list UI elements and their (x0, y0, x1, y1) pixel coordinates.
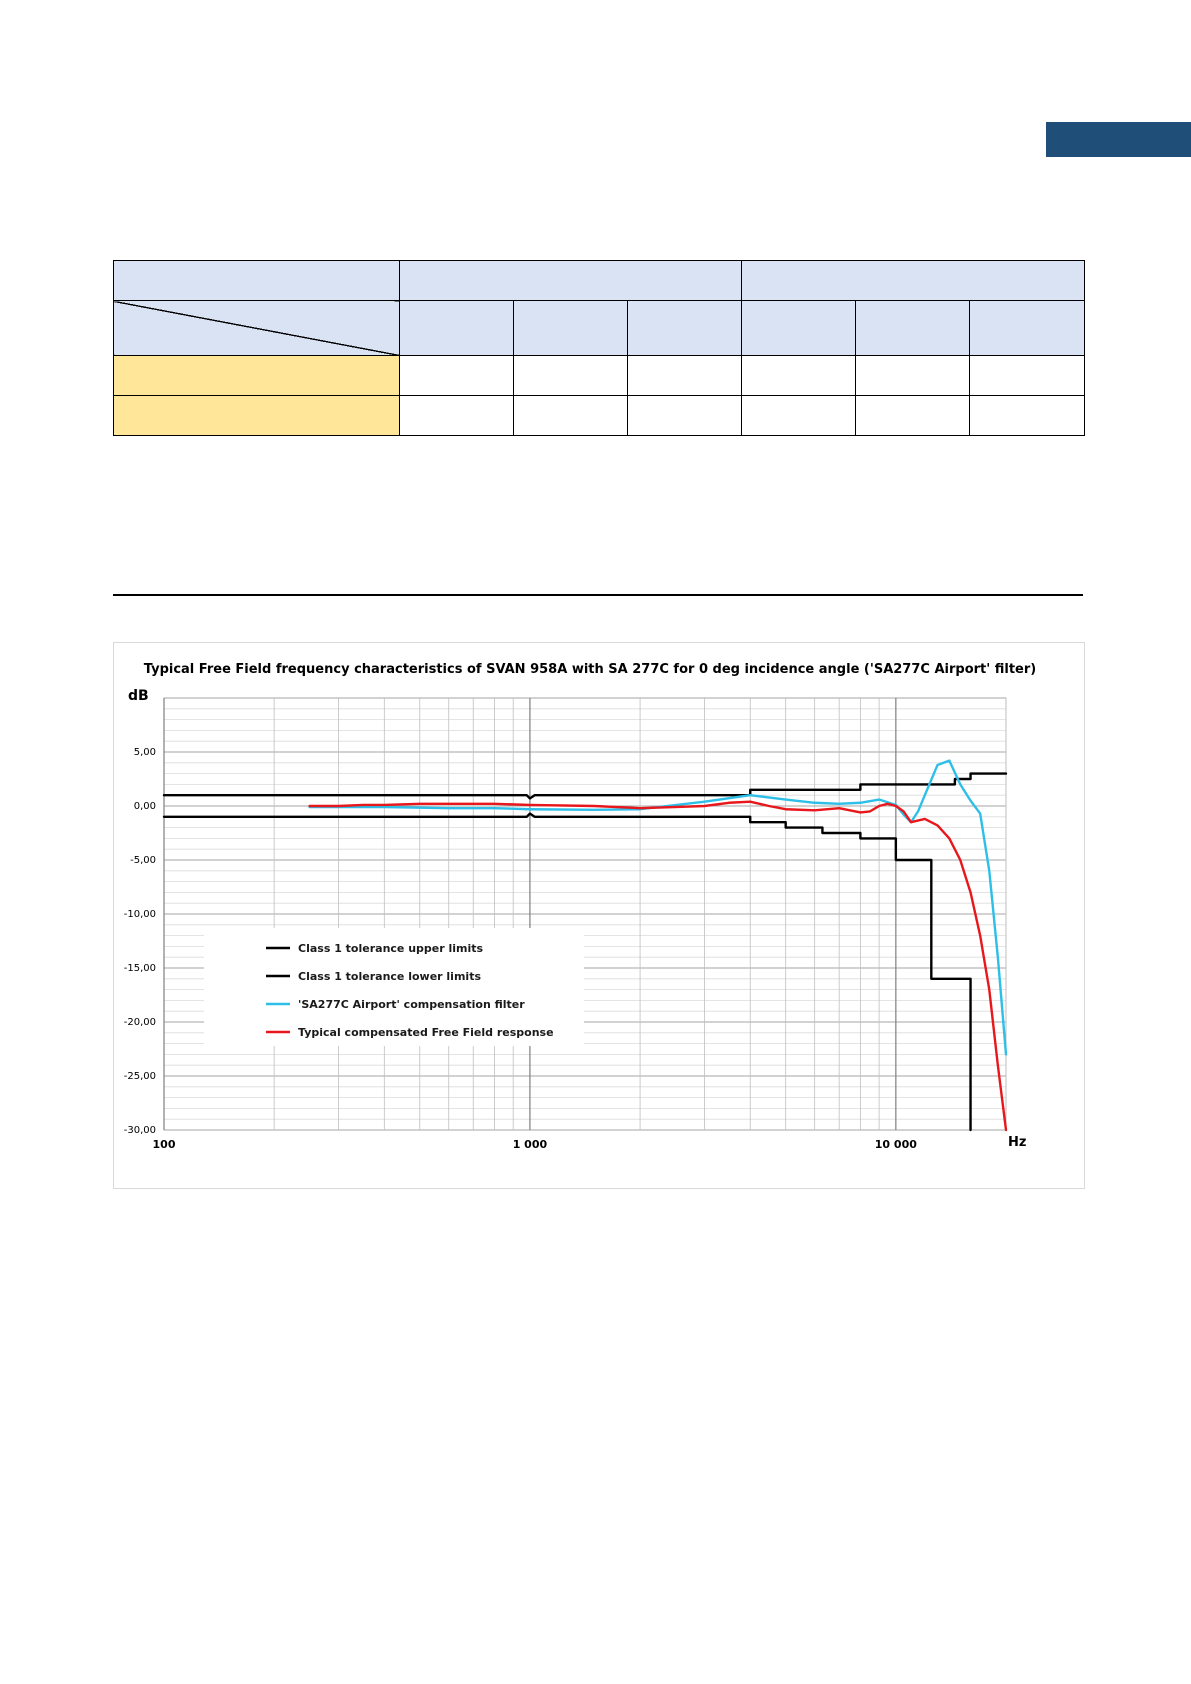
table-row (114, 356, 1085, 396)
frequency-chart-panel (113, 642, 1085, 1189)
table-subheader-cell (970, 301, 1085, 356)
table-subheader-cell (856, 301, 970, 356)
table-group-header (400, 261, 742, 301)
chart-legend (204, 928, 584, 1046)
legend-label: 'SA277C Airport' compensation filter (298, 998, 525, 1011)
table-cell (628, 396, 742, 436)
y-tick-label: 5,00 (133, 747, 156, 758)
table-subheader-cell (400, 301, 514, 356)
table-diagonal-cell (114, 301, 400, 356)
y-tick-label: 0,00 (133, 801, 156, 812)
table-cell (400, 356, 514, 396)
table-cell (742, 356, 856, 396)
x-tick-label: 10 000 (874, 1138, 917, 1151)
y-tick-label: -20,00 (123, 1017, 156, 1028)
table-cell (628, 356, 742, 396)
table-cell (856, 396, 970, 436)
table-group-header (742, 261, 1085, 301)
y-tick-label: -30,00 (123, 1125, 156, 1136)
table-cell (970, 396, 1085, 436)
legend-label: Class 1 tolerance lower limits (298, 970, 481, 983)
section-divider (113, 594, 1083, 596)
table-subheader-cell (742, 301, 856, 356)
table-cell (514, 396, 628, 436)
x-axis-label: Hz (1008, 1135, 1027, 1150)
y-tick-label: -15,00 (123, 963, 156, 974)
table-cell (514, 356, 628, 396)
table-cell (742, 396, 856, 436)
table-cell (400, 396, 514, 436)
y-tick-label: -25,00 (123, 1071, 156, 1082)
table-cell (970, 356, 1085, 396)
x-tick-label: 1 000 (512, 1138, 548, 1151)
legend-label: Typical compensated Free Field response (298, 1026, 554, 1039)
table-header-corner (114, 261, 400, 301)
chart-grid (164, 698, 1006, 1130)
table-row-header (114, 356, 400, 396)
y-tick-label: -10,00 (123, 909, 156, 920)
x-tick-label: 100 (152, 1138, 176, 1151)
table-subheader-cell (514, 301, 628, 356)
chart-title: Typical Free Field frequency characteristics of SVAN 958A with SA 277C for 0 deg incidence angle ('SA277C Airport' filter) (143, 662, 1037, 677)
table-subheader-row (114, 301, 1085, 356)
table-subheader-cell (628, 301, 742, 356)
specification-table (113, 260, 1085, 436)
table-row-header (114, 396, 400, 436)
table-row (114, 396, 1085, 436)
table-cell (856, 356, 970, 396)
y-tick-label: -5,00 (130, 855, 156, 866)
table-header-row (114, 261, 1085, 301)
frequency-chart (114, 643, 1084, 1188)
legend-label: Class 1 tolerance upper limits (298, 942, 484, 955)
section-tab (1046, 122, 1191, 157)
y-axis-label: dB (128, 688, 149, 704)
